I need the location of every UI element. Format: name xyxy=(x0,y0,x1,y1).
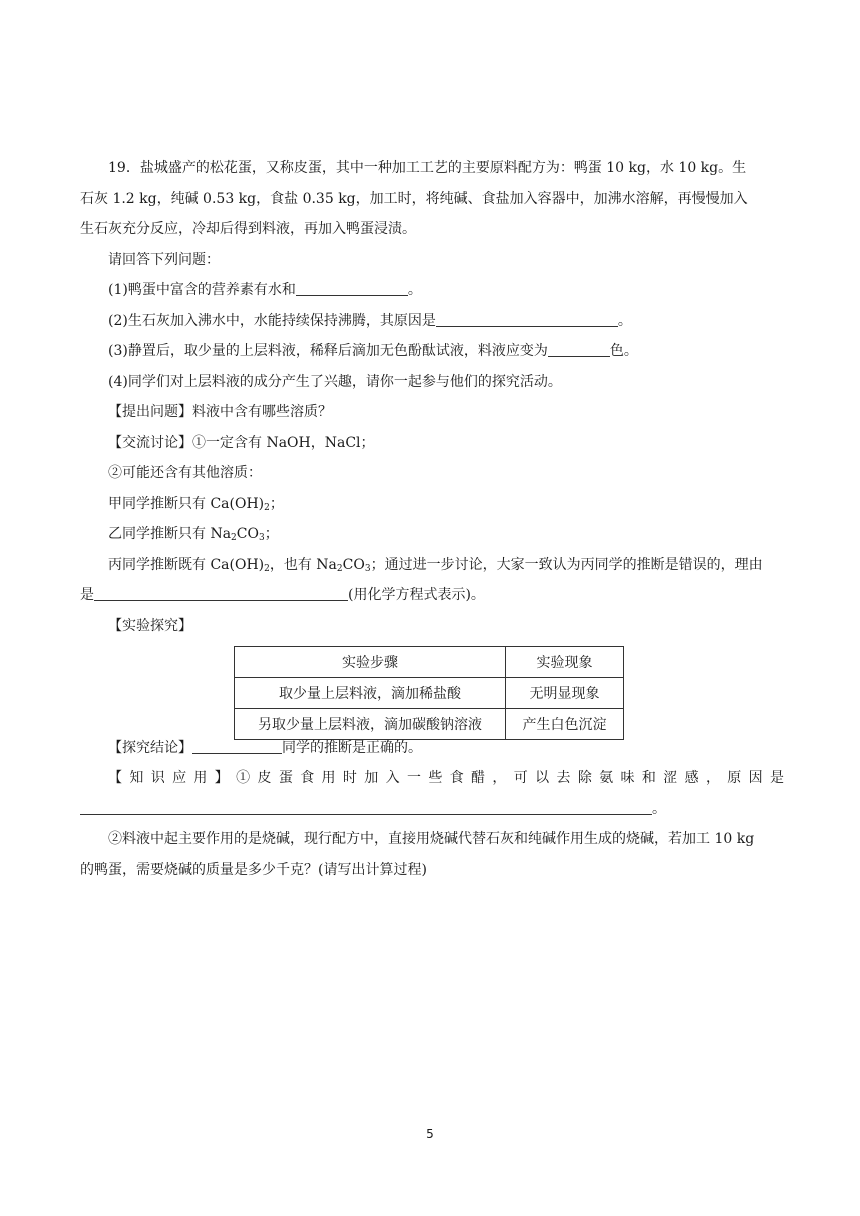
student-bing-mid-2: CO xyxy=(342,557,365,573)
application-calc-line-2: 的鸭蛋，需要烧碱的质量是多少千克？(请写出计算过程) xyxy=(80,862,427,878)
student-bing-sub-2: 2 xyxy=(336,564,343,574)
table-row xyxy=(235,678,624,709)
header-steps: 实验步骤 xyxy=(235,647,506,678)
question-intro-line-1: 19．盐城盛产的松花蛋，又称皮蛋，其中一种加工工艺的主要原料配方为：鸭蛋 10 kg，水 10 kg。生 xyxy=(108,160,747,176)
application-line-2-end: 。 xyxy=(652,801,666,817)
reason-end: (用化学方程式表示)。 xyxy=(348,587,485,603)
reason-answer-blank[interactable] xyxy=(94,586,348,601)
raise-question-text: 料液中含有哪些溶质？ xyxy=(192,404,332,420)
discussion-2: ②可能还含有其他溶质： xyxy=(108,465,262,481)
question-intro-line-2: 石灰 1.2 kg，纯碱 0.53 kg，食盐 0.35 kg，加工时，将纯碱、食盐加入容器中，加沸水溶解，再慢慢加入 xyxy=(80,191,748,207)
student-jia-end: ； xyxy=(269,496,284,512)
student-yi-mid: CO xyxy=(236,526,259,542)
student-bing-sub-3: 3 xyxy=(364,564,371,574)
reason-start: 是 xyxy=(80,587,94,603)
question-2-end: 。 xyxy=(617,313,632,329)
student-yi-prefix: 乙同学推断只有 Na xyxy=(108,526,232,542)
discussion-label: 【交流讨论】 xyxy=(108,435,192,451)
student-bing xyxy=(108,555,812,575)
table-row xyxy=(235,709,624,740)
reason-line xyxy=(80,585,784,605)
question-4: (4)同学们对上层料液的成分产生了兴趣，请你一起参与他们的探究活动。 xyxy=(108,374,562,390)
student-jia-sub: 2 xyxy=(264,503,270,513)
question-1-text: (1)鸭蛋中富含的营养素有水和 xyxy=(108,282,296,298)
conclusion-answer-blank[interactable] xyxy=(192,739,282,754)
conclusion-text: 同学的推断是正确的。 xyxy=(282,740,422,756)
experiment-label: 【实验探究】 xyxy=(108,618,192,634)
question-2-text: (2)生石灰加入沸水中，水能持续保持沸腾，其原因是 xyxy=(108,313,436,329)
row-2-phenomenon: 产生白色沉淀 xyxy=(506,709,624,740)
student-bing-mid: ，也有 Na xyxy=(269,557,337,573)
row-1-step: 取少量上层料液，滴加稀盐酸 xyxy=(235,678,506,709)
row-2-step: 另取少量上层料液，滴加碳酸钠溶液 xyxy=(235,709,506,740)
student-bing-prefix: 丙同学推断既有 Ca(OH) xyxy=(108,557,265,573)
experiment-table xyxy=(234,646,624,740)
application-text-1: ①皮蛋食用时加入一些食醋，可以去除氨味和涩感，原因是 xyxy=(236,770,785,786)
question-1-end: 。 xyxy=(407,282,422,298)
question-3-text: (3)静置后，取少量的上层料液，稀释后滴加无色酚酞试液，料液应变为 xyxy=(108,343,548,359)
row-1-phenomenon: 无明显现象 xyxy=(506,678,624,709)
application-answer-blank[interactable] xyxy=(80,800,652,815)
application-calc-line-1: ②料液中起主要作用的是烧碱，现行配方中，直接用烧碱代替石灰和纯碱作用生成的烧碱，若加工 10 kg xyxy=(108,831,755,847)
student-yi-sub-2: 3 xyxy=(258,533,265,543)
conclusion xyxy=(108,738,812,758)
student-bing-end: ；通过进一步讨论，大家一致认为丙同学的推断是错误的，理由 xyxy=(370,557,763,573)
header-phenomena: 实验现象 xyxy=(506,647,624,678)
conclusion-label: 【探究结论】 xyxy=(108,740,192,756)
student-yi-end: ； xyxy=(264,526,279,542)
answer-prompt: 请回答下列问题： xyxy=(108,252,220,268)
page-number: 5 xyxy=(426,1127,434,1141)
question-3-end: 色。 xyxy=(609,343,638,359)
student-jia-prefix: 甲同学推断只有 Ca(OH) xyxy=(108,496,265,512)
student-bing-sub-1: 2 xyxy=(264,564,270,574)
application-line-1 xyxy=(108,768,784,788)
application-label: 【知识应用】 xyxy=(108,770,237,786)
raise-question-label: 【提出问题】 xyxy=(108,404,192,420)
experiment-table-header xyxy=(235,647,624,678)
discussion-text: ①一定含有 NaOH，NaCl； xyxy=(192,435,375,451)
application-line-2 xyxy=(80,799,784,819)
student-yi-sub-1: 2 xyxy=(231,533,237,543)
question-intro-line-3: 生石灰充分反应，冷却后得到料液，再加入鸭蛋浸渍。 xyxy=(80,221,416,237)
